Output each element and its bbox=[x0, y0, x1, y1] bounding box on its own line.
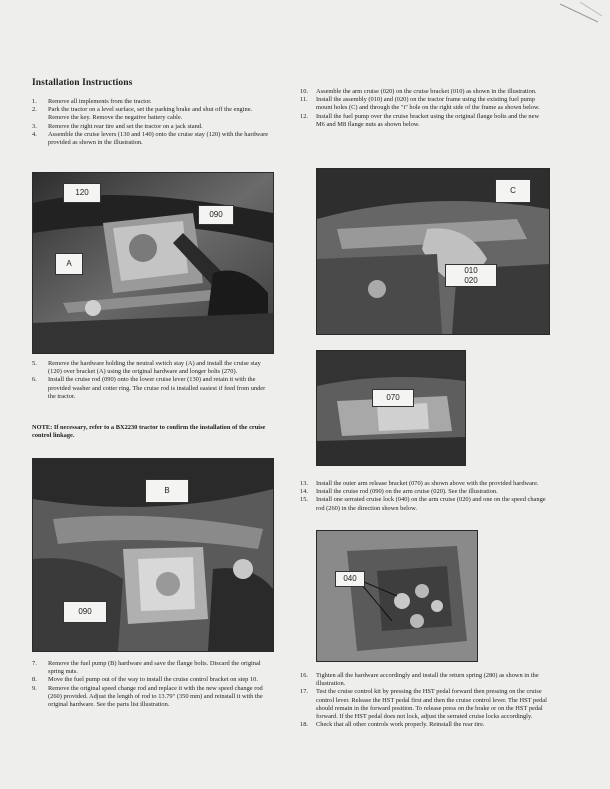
step-text: Install the fuel pump over the cruise bracket using the original flange bolts and the new M6 and M8 flange nuts as shown below. bbox=[316, 112, 540, 128]
photo-label: 020 bbox=[445, 275, 497, 287]
step-text: Install the cruise rod (090) on the arm cruise (020). See the illustration. bbox=[316, 488, 498, 496]
steps-list-a bbox=[32, 98, 272, 147]
step-text: Remove all implements from the tractor. bbox=[48, 98, 152, 105]
step-item bbox=[32, 660, 272, 676]
step-text: Install one serrated cruise lock (040) on the arm cruise (020) and one on the speed change rod (260) in the direction shown below. bbox=[316, 496, 546, 512]
photo-label: 090 bbox=[198, 205, 234, 225]
step-item bbox=[32, 131, 272, 147]
step-number: 5. bbox=[32, 360, 37, 367]
step-item bbox=[32, 360, 272, 376]
step-text: Assemble the cruise levers (130 and 140) onto the cruise stay (120) with the hardware provided as shown in the illustration. bbox=[48, 130, 269, 147]
step-number: 14. bbox=[300, 488, 308, 496]
step-number: 11. bbox=[300, 96, 308, 104]
step-number: 13. bbox=[300, 480, 308, 487]
step-text: Install the assembly (010) and (020) on the tractor frame using the existing fuel pump mount holes (C) and through the "t" hole on the right side of the frame as shown below. bbox=[316, 96, 540, 112]
step-text: Remove the right rear tire and set the tractor on a jack stand. bbox=[48, 122, 203, 130]
step-item bbox=[300, 672, 548, 688]
step-number: 4. bbox=[32, 130, 37, 138]
step-item bbox=[300, 88, 548, 96]
step-text: Install the outer arm release bracket (070) as shown above with the provided hardware. bbox=[316, 480, 539, 487]
step-number: 18. bbox=[300, 721, 308, 729]
steps-list-b bbox=[32, 360, 272, 401]
photo-label: 070 bbox=[372, 389, 414, 407]
step-item bbox=[300, 721, 548, 729]
photo-cruise-lock bbox=[316, 530, 478, 662]
photo-cruise-stay bbox=[32, 172, 274, 354]
page-title: Installation Instructions bbox=[32, 78, 133, 88]
step-text: Assemble the arm cruise (020) on the cruise bracket (010) as shown in the illustration. bbox=[316, 88, 537, 95]
step-item bbox=[32, 685, 272, 710]
step-item bbox=[32, 123, 272, 131]
step-item bbox=[32, 98, 272, 106]
step-text: Park the tractor on a level surface, set the parking brake and shut off the engine. Remove the key. Remove the negative battery cable. bbox=[48, 106, 253, 122]
steps-list-d bbox=[300, 88, 548, 129]
step-text: Remove the fuel pump (B) hardware and save the flange bolts. Discard the original spring nuts. bbox=[48, 660, 261, 676]
photo-label: C bbox=[495, 179, 531, 203]
step-item bbox=[32, 376, 272, 401]
photo-label: 120 bbox=[63, 183, 101, 203]
step-text: Test the cruise control kit by pressing the HST pedal forward then pressing on the cruise control lever. Release the HST pedal first and then the cruise control lever. The HST pedal should remain in the forward position. To release press on the brake or on the HST pedal forward. If the HST pedal does not lock, adjust the serrated cruise locks accordingly. bbox=[316, 688, 547, 721]
steps-list-c bbox=[32, 660, 272, 709]
step-item bbox=[300, 496, 548, 512]
photo-release-bracket bbox=[316, 350, 466, 466]
step-text: Move the fuel pump out of the way to install the cruise control bracket on step 10. bbox=[48, 676, 258, 684]
scan-corner-mark bbox=[550, 0, 610, 30]
step-number: 1. bbox=[32, 98, 37, 105]
step-number: 9. bbox=[32, 684, 37, 692]
step-item bbox=[32, 676, 272, 684]
step-number: 10. bbox=[300, 88, 308, 95]
photo-cruise-bracket bbox=[316, 168, 550, 335]
step-number: 15. bbox=[300, 496, 308, 504]
photo-label: B bbox=[145, 479, 189, 503]
step-number: 16. bbox=[300, 672, 308, 679]
step-text: Tighten all the hardware accordingly and install the return spring (280) as shown in the illustration. bbox=[316, 672, 539, 688]
step-item bbox=[300, 488, 548, 496]
step-text: Install the cruise rod (090) onto the lower cruise lever (130) and retain it with the provided washer and cotter ring. The cruise rod is installed easiest if feed from under the tractor. bbox=[48, 376, 266, 400]
photo-fuel-pump bbox=[32, 458, 274, 652]
steps-list-f bbox=[300, 672, 548, 729]
photo-label: 090 bbox=[63, 601, 107, 623]
step-number: 12. bbox=[300, 112, 308, 120]
step-number: 3. bbox=[32, 122, 37, 130]
photo-label: A bbox=[55, 253, 83, 275]
step-number: 6. bbox=[32, 376, 37, 384]
step-item bbox=[300, 688, 548, 721]
step-text: Remove the original speed change rod and replace it with the new speed change rod (260) provided. Adjust the length of rod to 13.79" (350 mm) and reinstall it with the original hardware. See the parts list illustration. bbox=[48, 684, 263, 709]
step-item bbox=[300, 480, 548, 488]
step-item bbox=[300, 96, 548, 112]
step-item bbox=[300, 113, 548, 129]
photo-label: 040 bbox=[335, 571, 365, 587]
note-text: NOTE: If necessary, refer to a BX2230 tractor to confirm the installation of the cruise control linkage. bbox=[32, 424, 266, 440]
step-item bbox=[32, 106, 272, 122]
step-number: 17. bbox=[300, 688, 308, 696]
step-number: 7. bbox=[32, 660, 37, 667]
step-text: Check that all other controls work properly. Reinstall the rear tire. bbox=[316, 721, 485, 729]
steps-list-e bbox=[300, 480, 548, 513]
step-number: 8. bbox=[32, 676, 37, 684]
photo-label: 010 bbox=[445, 264, 497, 276]
step-text: Remove the hardware holding the neutral switch stay (A) and install the cruise stay (120) over bracket (A) using the original hardware and longer bolts (270). bbox=[48, 360, 261, 376]
step-number: 2. bbox=[32, 106, 37, 114]
